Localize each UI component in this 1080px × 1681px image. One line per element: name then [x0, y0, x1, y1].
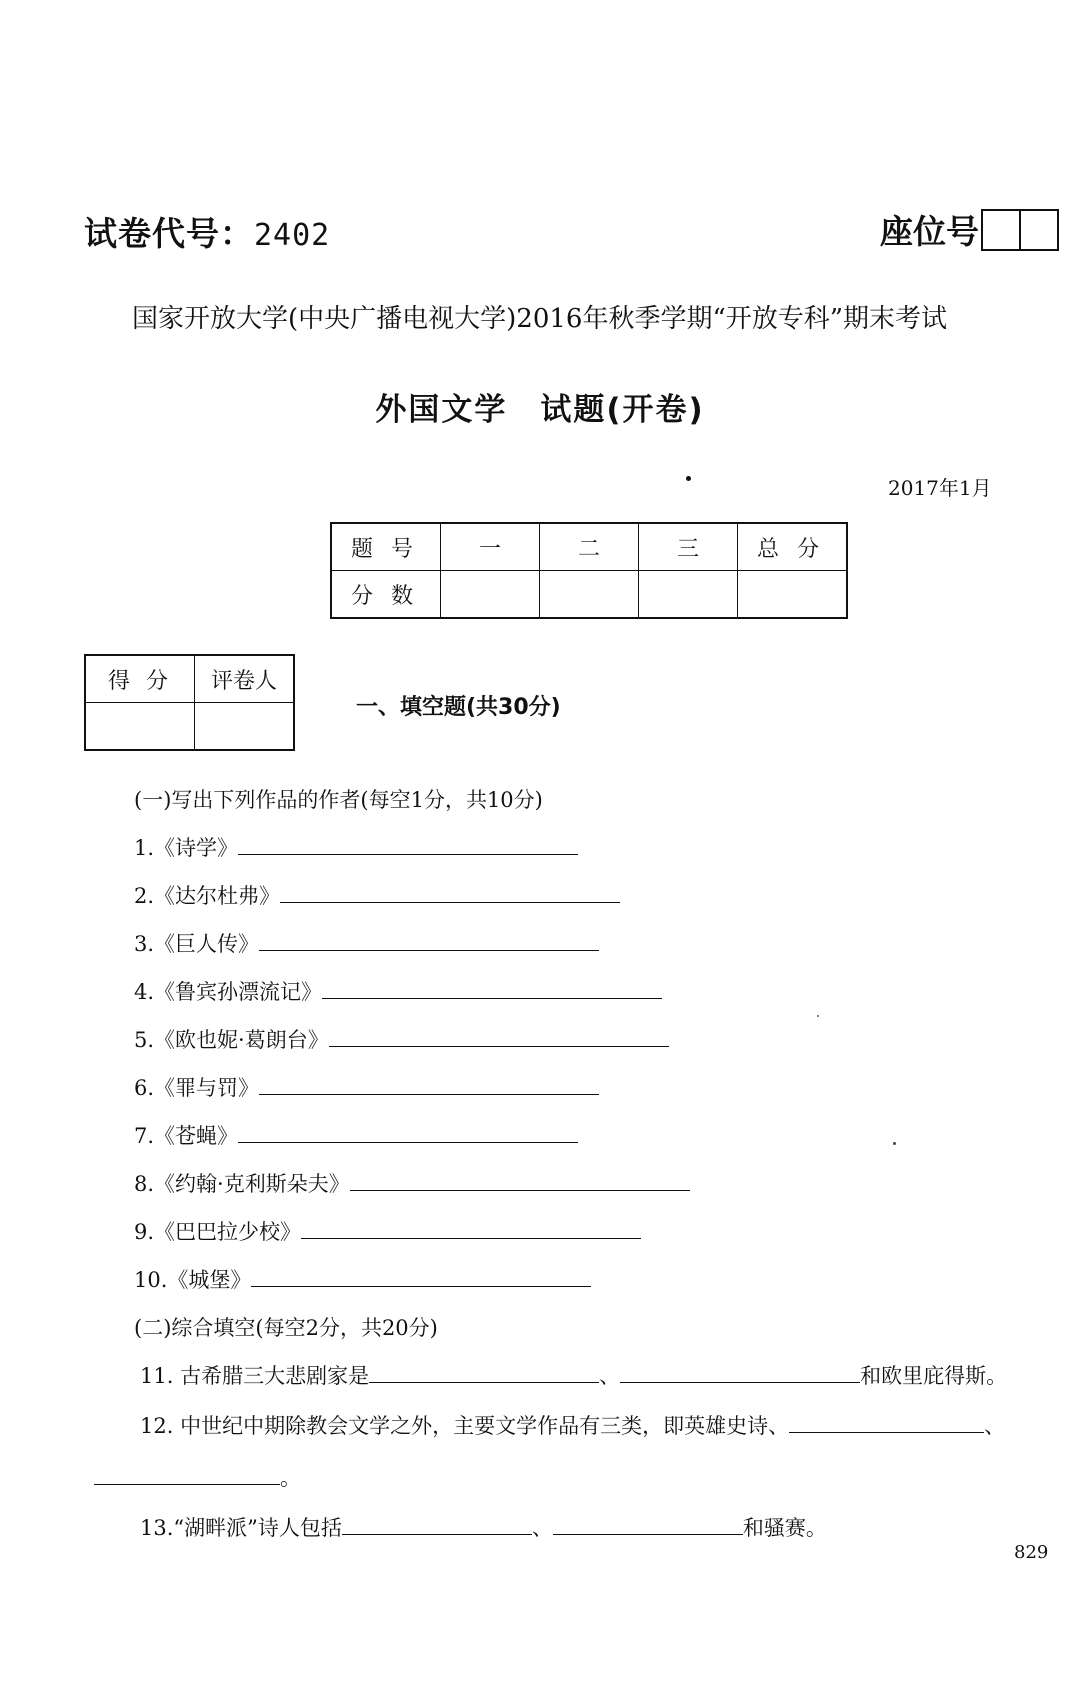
question-12	[140, 1410, 1005, 1440]
section1-title: 一、填空题(共30分)	[356, 695, 561, 720]
grader-score-label: 得分	[85, 655, 195, 703]
score-cell-part-2: 二	[540, 523, 639, 571]
question-label: 3.《巨人传》	[134, 932, 260, 956]
score-cell-question-label: 题号	[331, 523, 441, 571]
question-8	[134, 1168, 690, 1198]
question-13	[140, 1512, 827, 1542]
seat-number	[880, 206, 1059, 253]
question-label: 7.《苍蝇》	[134, 1124, 239, 1148]
question-end: 。	[280, 1466, 301, 1490]
answer-blank[interactable]	[94, 1466, 280, 1485]
scan-speck	[893, 1142, 896, 1145]
exam-title: 国家开放大学(中央广播电视大学)2016年秋季学期“开放专科”期末考试	[132, 304, 948, 334]
question-label: 13.“湖畔派”诗人包括	[140, 1516, 342, 1540]
grader-name-label: 评卷人	[195, 655, 295, 703]
seat-box	[983, 211, 1019, 249]
grader-table-header-row	[85, 655, 294, 703]
score-table	[330, 522, 848, 619]
question-label: 11. 古希腊三大悲剧家是	[140, 1364, 370, 1388]
answer-blank[interactable]	[329, 1028, 669, 1047]
question-label: 4.《鲁宾孙漂流记》	[134, 980, 323, 1004]
grader-name-cell[interactable]	[195, 703, 295, 751]
question-label: 12. 中世纪中期除教会文学之外，主要文学作品有三类，即英雄史诗、	[140, 1414, 790, 1438]
separator: 、	[599, 1364, 621, 1388]
subject-title: 外国文学 试题(开卷)	[375, 392, 705, 428]
grader-table	[84, 654, 295, 751]
question-3	[134, 928, 599, 958]
answer-blank[interactable]	[280, 884, 620, 903]
answer-blank[interactable]	[369, 1364, 599, 1383]
score-cell-empty[interactable]	[738, 571, 848, 619]
question-4	[134, 976, 662, 1006]
separator: 、	[984, 1414, 1006, 1438]
question-label: 6.《罪与罚》	[134, 1076, 260, 1100]
scan-speck	[817, 1015, 819, 1017]
answer-blank[interactable]	[301, 1220, 641, 1239]
answer-blank[interactable]	[553, 1516, 743, 1535]
answer-blank[interactable]	[789, 1414, 984, 1433]
question-9	[134, 1216, 641, 1246]
question-2	[134, 880, 620, 910]
question-5	[134, 1024, 669, 1054]
score-cell-empty[interactable]	[639, 571, 738, 619]
question-label: 5.《欧也妮·葛朗台》	[134, 1028, 329, 1052]
score-cell-part-1: 一	[441, 523, 540, 571]
answer-blank[interactable]	[342, 1516, 532, 1535]
score-cell-empty[interactable]	[441, 571, 540, 619]
grader-score-cell[interactable]	[85, 703, 195, 751]
question-label: 9.《巴巴拉少校》	[134, 1220, 302, 1244]
question-6	[134, 1072, 599, 1102]
score-cell-score-label: 分数	[331, 571, 441, 619]
answer-blank[interactable]	[350, 1172, 690, 1191]
paper-code-number: 2402	[254, 218, 331, 253]
question-1	[134, 832, 578, 862]
separator: 、	[531, 1516, 553, 1540]
exam-date: 2017年1月	[888, 476, 992, 500]
answer-blank[interactable]	[259, 1076, 599, 1095]
score-cell-empty[interactable]	[540, 571, 639, 619]
answer-blank[interactable]	[322, 980, 662, 999]
score-table-score-row	[331, 571, 847, 619]
question-label: 1.《诗学》	[134, 836, 239, 860]
answer-blank[interactable]	[259, 932, 599, 951]
question-suffix: 和欧里庇得斯。	[860, 1364, 1008, 1388]
answer-blank[interactable]	[251, 1268, 591, 1287]
question-12-continued	[94, 1462, 301, 1492]
question-label: 10.《城堡》	[134, 1268, 252, 1292]
question-label: 8.《约翰·克利斯朵夫》	[134, 1172, 350, 1196]
page-number: 829	[1014, 1542, 1049, 1563]
score-cell-total: 总分	[738, 523, 848, 571]
question-11	[140, 1360, 1007, 1390]
question-10	[134, 1264, 591, 1294]
answer-blank[interactable]	[238, 1124, 578, 1143]
grader-table-empty-row	[85, 703, 294, 751]
part2-title: (二)综合填空(每空2分，共20分)	[134, 1316, 438, 1340]
question-suffix: 和骚赛。	[742, 1516, 827, 1540]
question-label: 2.《达尔杜弗》	[134, 884, 281, 908]
score-table-header-row	[331, 523, 847, 571]
question-7	[134, 1120, 578, 1150]
score-cell-part-3: 三	[639, 523, 738, 571]
seat-label: 座位号	[880, 212, 979, 251]
answer-blank[interactable]	[238, 836, 578, 855]
answer-blank[interactable]	[620, 1364, 860, 1383]
part1-title: (一)写出下列作品的作者(每空1分，共10分)	[134, 788, 543, 812]
paper-code	[84, 208, 330, 255]
seat-box	[1019, 211, 1057, 249]
scan-speck	[686, 476, 691, 481]
seat-boxes	[981, 209, 1059, 251]
paper-code-label: 试卷代号：	[84, 214, 254, 253]
